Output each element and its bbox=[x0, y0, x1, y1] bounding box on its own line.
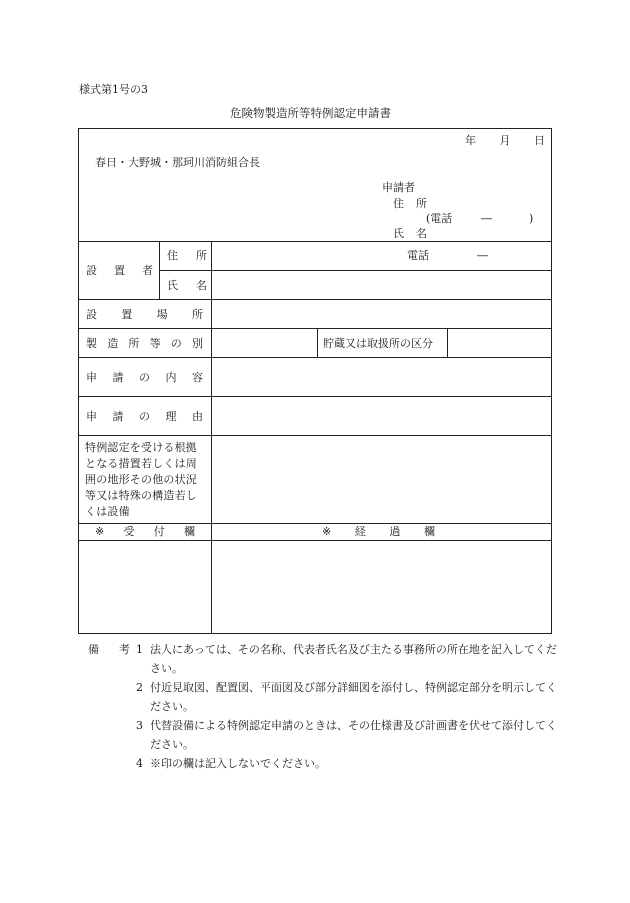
storage-category-label: 貯蔵又は取扱所の区分 bbox=[323, 337, 433, 350]
remark-item: 2 付近見取図、配置図、平面図及び部分詳細図を添付し、特例認定部分を明示してください。 bbox=[136, 681, 557, 713]
form-number: 様式第1号の3 bbox=[79, 83, 148, 96]
applicant-phone-open: (電話 bbox=[426, 212, 453, 225]
remarks-section bbox=[88, 640, 558, 773]
application-content-label: 申 請 の 内 容 bbox=[86, 371, 203, 384]
applicant-name-label: 氏 名 bbox=[393, 227, 427, 240]
facility-type-label: 製 造 所 等 の 別 bbox=[86, 337, 203, 350]
addressee: 春日・大野城・那珂川消防組合長 bbox=[95, 156, 260, 169]
location-label: 設 置 場 所 bbox=[86, 308, 203, 321]
progress-column-header: ※ 経 過 欄 bbox=[322, 525, 435, 538]
date-line bbox=[465, 135, 545, 146]
installer-label: 設 置 者 bbox=[86, 264, 153, 277]
remark-item: 4 ※印の欄は記入しないでください。 bbox=[136, 757, 326, 770]
document-title: 危険物製造所等特例認定申請書 bbox=[230, 106, 391, 120]
applicant-phone-dash: ― bbox=[481, 212, 492, 225]
installer-phone-dash: ― bbox=[477, 249, 488, 262]
remark-item: 備 考 1 法人にあっては、その名称、代表者氏名及び主たる事務所の所在地を記入してください。 bbox=[88, 640, 558, 678]
applicant-phone-close: ) bbox=[529, 212, 534, 225]
remark-item: 3 代替設備による特例認定申請のときは、その仕様書及び計画書を伏せて添付してください。 bbox=[136, 719, 557, 751]
application-reason-label: 申 請 の 理 由 bbox=[86, 410, 203, 423]
applicant-address-label: 住 所 bbox=[393, 197, 427, 210]
special-basis-label: 特例認定を受ける根拠となる措置若しくは周囲の地形その他の状況等又は特殊の構造若しくは設備 bbox=[85, 441, 197, 518]
applicant-label: 申請者 bbox=[382, 181, 415, 194]
day-label: 日 bbox=[534, 134, 545, 147]
application-form-table bbox=[78, 128, 552, 634]
remarks-label: 備 考 bbox=[88, 643, 130, 656]
installer-address-label: 住 所 bbox=[167, 249, 207, 262]
year-label: 年 bbox=[465, 134, 476, 147]
month-label: 月 bbox=[499, 134, 511, 147]
installer-phone-label: 電話 bbox=[407, 249, 429, 262]
reception-column-header: ※ 受 付 欄 bbox=[95, 525, 195, 538]
installer-name-label: 氏 名 bbox=[167, 279, 207, 292]
